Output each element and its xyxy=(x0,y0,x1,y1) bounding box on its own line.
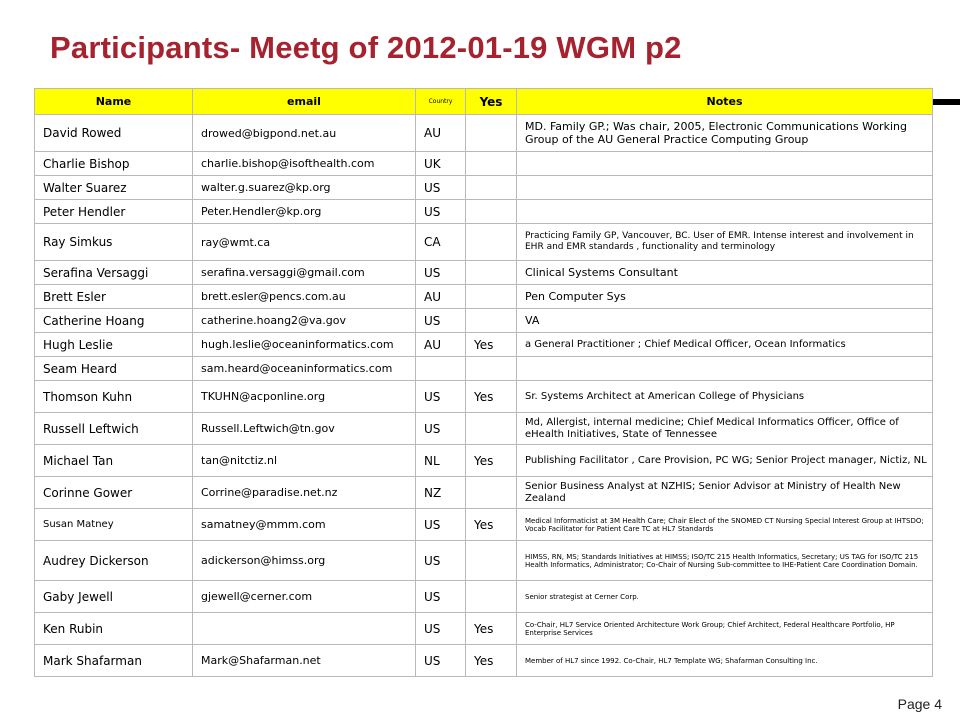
accent-bar xyxy=(932,99,960,105)
email-cell: samatney@mmm.com xyxy=(193,509,416,541)
name-cell: Susan Matney xyxy=(35,509,193,541)
header-email: email xyxy=(193,89,416,115)
yes-cell xyxy=(466,152,517,176)
table-row xyxy=(35,357,933,381)
notes-cell: Co-Chair, HL7 Service Oriented Architecture Work Group; Chief Architect, Federal Healthcare Portfolio, HP Enterprise Services xyxy=(517,613,933,645)
table-row xyxy=(35,413,933,445)
table-row xyxy=(35,541,933,581)
email-cell: tan@nitctiz.nl xyxy=(193,445,416,477)
country-cell: CA xyxy=(416,224,466,261)
country-cell: US xyxy=(416,613,466,645)
table-row xyxy=(35,115,933,152)
table-body xyxy=(35,115,933,677)
country-cell: US xyxy=(416,541,466,581)
notes-cell xyxy=(517,200,933,224)
yes-cell xyxy=(466,413,517,445)
yes-cell: Yes xyxy=(466,613,517,645)
table-row xyxy=(35,333,933,357)
notes-cell xyxy=(517,176,933,200)
country-cell: US xyxy=(416,176,466,200)
table-row xyxy=(35,581,933,613)
notes-cell: Senior Business Analyst at NZHIS; Senior Advisor at Ministry of Health New Zealand xyxy=(517,477,933,509)
name-cell: Audrey Dickerson xyxy=(35,541,193,581)
notes-cell: Publishing Facilitator , Care Provision, PC WG; Senior Project manager, Nictiz, NL xyxy=(517,445,933,477)
yes-cell xyxy=(466,115,517,152)
table-row xyxy=(35,445,933,477)
table-row xyxy=(35,176,933,200)
country-cell: US xyxy=(416,413,466,445)
email-cell: Russell.Leftwich@tn.gov xyxy=(193,413,416,445)
slide-title: Participants- Meetg of 2012-01-19 WGM p2 xyxy=(50,30,682,65)
table-row xyxy=(35,309,933,333)
participants-table xyxy=(34,88,933,677)
table-header-row xyxy=(35,89,933,115)
header-name: Name xyxy=(35,89,193,115)
yes-cell xyxy=(466,357,517,381)
table-row xyxy=(35,613,933,645)
email-cell: Corrine@paradise.net.nz xyxy=(193,477,416,509)
email-cell: ray@wmt.ca xyxy=(193,224,416,261)
name-cell: Peter Hendler xyxy=(35,200,193,224)
email-cell xyxy=(193,613,416,645)
country-cell: NL xyxy=(416,445,466,477)
name-cell: David Rowed xyxy=(35,115,193,152)
email-cell: walter.g.suarez@kp.org xyxy=(193,176,416,200)
country-cell: US xyxy=(416,581,466,613)
table-row xyxy=(35,381,933,413)
name-cell: Corinne Gower xyxy=(35,477,193,509)
yes-cell: Yes xyxy=(466,445,517,477)
page-number: Page 4 xyxy=(897,696,942,712)
country-cell: AU xyxy=(416,333,466,357)
yes-cell xyxy=(466,200,517,224)
email-cell: adickerson@himss.org xyxy=(193,541,416,581)
table-row xyxy=(35,224,933,261)
yes-cell xyxy=(466,309,517,333)
email-cell: drowed@bigpond.net.au xyxy=(193,115,416,152)
notes-cell: Pen Computer Sys xyxy=(517,285,933,309)
email-cell: sam.heard@oceaninformatics.com xyxy=(193,357,416,381)
yes-cell xyxy=(466,261,517,285)
country-cell: NZ xyxy=(416,477,466,509)
notes-cell xyxy=(517,152,933,176)
notes-cell: HIMSS, RN, MS; Standards Initiatives at HIMSS; ISO/TC 215 Health Informatics, Secretary; US TAG for ISO/TC 215 Health Informatics, Administrator; Co-Chair of Nursing Sub-committee to IHE-Patient Care Coordination Domain. xyxy=(517,541,933,581)
country-cell: US xyxy=(416,645,466,677)
email-cell: gjewell@cerner.com xyxy=(193,581,416,613)
name-cell: Ray Simkus xyxy=(35,224,193,261)
email-cell: brett.esler@pencs.com.au xyxy=(193,285,416,309)
yes-cell: Yes xyxy=(466,509,517,541)
notes-cell: Medical Informaticist at 3M Health Care; Chair Elect of the SNOMED CT Nursing Special Interest Group at IHTSDO; Vocab Facilitator for Patient Care TC at HL7 Standards xyxy=(517,509,933,541)
country-cell: UK xyxy=(416,152,466,176)
email-cell: serafina.versaggi@gmail.com xyxy=(193,261,416,285)
header-country: Country xyxy=(416,89,466,115)
table-row xyxy=(35,285,933,309)
email-cell: Peter.Hendler@kp.org xyxy=(193,200,416,224)
name-cell: Catherine Hoang xyxy=(35,309,193,333)
email-cell: catherine.hoang2@va.gov xyxy=(193,309,416,333)
notes-cell xyxy=(517,357,933,381)
yes-cell: Yes xyxy=(466,381,517,413)
country-cell: US xyxy=(416,200,466,224)
country-cell: AU xyxy=(416,285,466,309)
yes-cell xyxy=(466,285,517,309)
yes-cell xyxy=(466,581,517,613)
notes-cell: a General Practitioner ; Chief Medical Officer, Ocean Informatics xyxy=(517,333,933,357)
email-cell: Mark@Shafarman.net xyxy=(193,645,416,677)
country-cell xyxy=(416,357,466,381)
name-cell: Hugh Leslie xyxy=(35,333,193,357)
name-cell: Ken Rubin xyxy=(35,613,193,645)
table-row xyxy=(35,645,933,677)
table-row xyxy=(35,477,933,509)
yes-cell xyxy=(466,224,517,261)
name-cell: Seam Heard xyxy=(35,357,193,381)
email-cell: TKUHN@acponline.org xyxy=(193,381,416,413)
header-notes: Notes xyxy=(517,89,933,115)
country-cell: US xyxy=(416,509,466,541)
country-cell: US xyxy=(416,309,466,333)
name-cell: Michael Tan xyxy=(35,445,193,477)
yes-cell xyxy=(466,541,517,581)
name-cell: Brett Esler xyxy=(35,285,193,309)
yes-cell: Yes xyxy=(466,645,517,677)
yes-cell xyxy=(466,477,517,509)
notes-cell: Member of HL7 since 1992. Co-Chair, HL7 Template WG; Shafarman Consulting Inc. xyxy=(517,645,933,677)
name-cell: Mark Shafarman xyxy=(35,645,193,677)
name-cell: Charlie Bishop xyxy=(35,152,193,176)
table-row xyxy=(35,509,933,541)
name-cell: Serafina Versaggi xyxy=(35,261,193,285)
notes-cell: VA xyxy=(517,309,933,333)
name-cell: Thomson Kuhn xyxy=(35,381,193,413)
country-cell: AU xyxy=(416,115,466,152)
yes-cell: Yes xyxy=(466,333,517,357)
country-cell: US xyxy=(416,381,466,413)
header-yes: Yes xyxy=(466,89,517,115)
name-cell: Walter Suarez xyxy=(35,176,193,200)
table-row xyxy=(35,261,933,285)
yes-cell xyxy=(466,176,517,200)
notes-cell: Sr. Systems Architect at American College of Physicians xyxy=(517,381,933,413)
notes-cell: Practicing Family GP, Vancouver, BC. User of EMR. Intense interest and involvement in EHR and EMR standards , functionality and terminology xyxy=(517,224,933,261)
notes-cell: Senior strategist at Cerner Corp. xyxy=(517,581,933,613)
notes-cell: MD. Family GP.; Was chair, 2005, Electronic Communications Working Group of the AU General Practice Computing Group xyxy=(517,115,933,152)
email-cell: hugh.leslie@oceaninformatics.com xyxy=(193,333,416,357)
name-cell: Gaby Jewell xyxy=(35,581,193,613)
country-cell: US xyxy=(416,261,466,285)
notes-cell: Clinical Systems Consultant xyxy=(517,261,933,285)
table-row xyxy=(35,152,933,176)
email-cell: charlie.bishop@isofthealth.com xyxy=(193,152,416,176)
table-row xyxy=(35,200,933,224)
notes-cell: Md, Allergist, internal medicine; Chief Medical Informatics Officer, Office of eHealth Initiatives, State of Tennessee xyxy=(517,413,933,445)
name-cell: Russell Leftwich xyxy=(35,413,193,445)
